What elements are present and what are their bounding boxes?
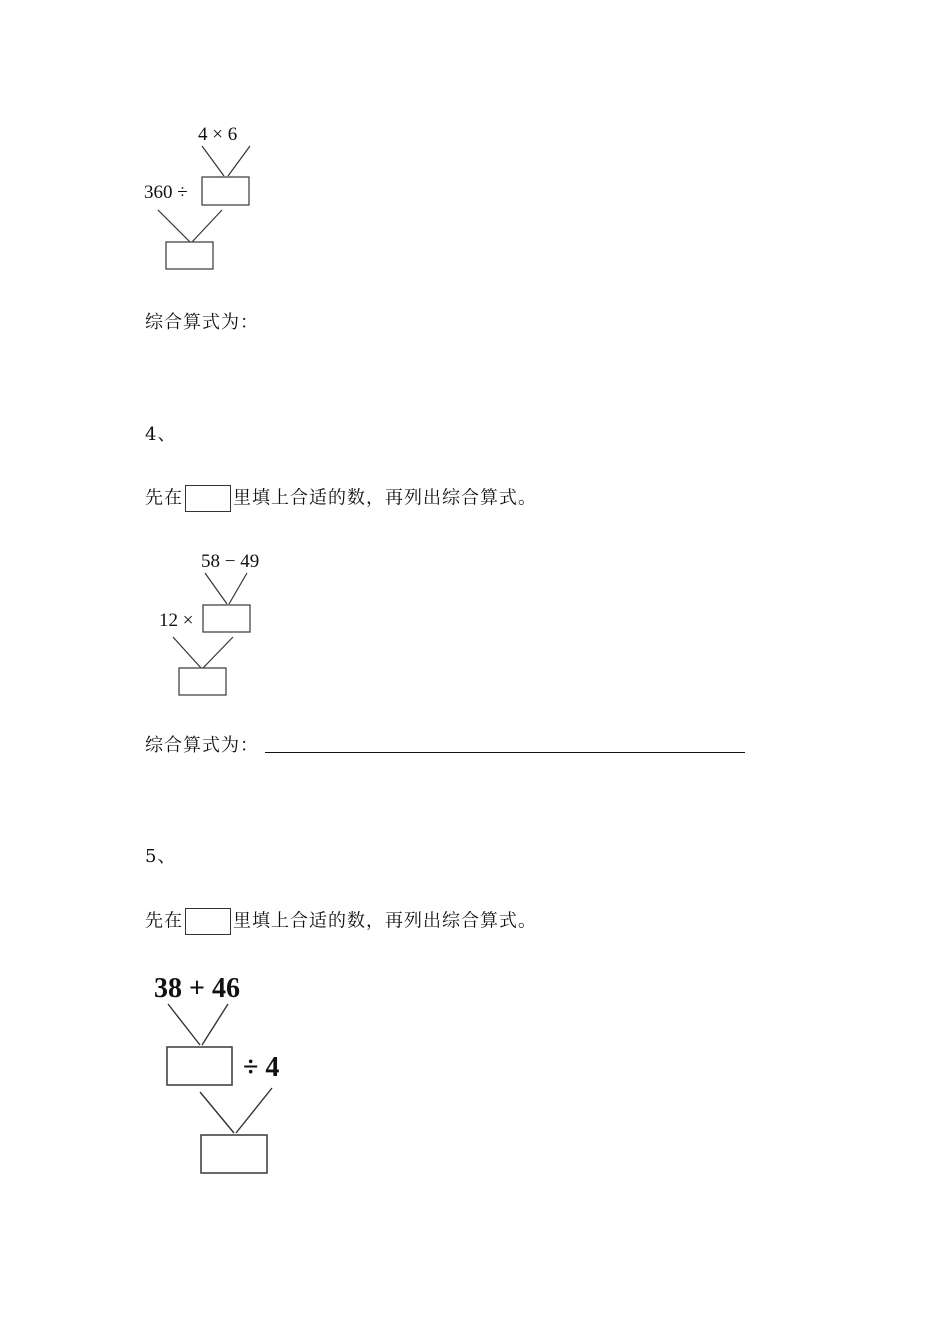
- q5-answer-box-1[interactable]: [167, 1047, 232, 1085]
- q3-answer-label: 综合算式为：: [145, 312, 259, 333]
- q5-diagram: [150, 970, 295, 1180]
- q4-tree: [155, 545, 280, 700]
- q4-answer-box-1[interactable]: [203, 605, 250, 632]
- q5-line: [202, 1004, 228, 1045]
- q5-line: [168, 1004, 200, 1045]
- q4-instruction-post: 里填上合适的数，再列出综合算式。: [233, 487, 537, 509]
- q4-line: [205, 573, 227, 604]
- q4-instruction-pre: 先在: [145, 487, 183, 509]
- q3-tree: [140, 118, 270, 278]
- q3-line: [202, 146, 224, 176]
- q4-answer-label: 综合算式为：: [145, 735, 259, 756]
- q3-answer-box-2[interactable]: [166, 242, 213, 269]
- q4-line: [203, 637, 233, 668]
- q5-instruction-post: 里填上合适的数，再列出综合算式。: [233, 910, 537, 932]
- q4-answer-box-2[interactable]: [179, 668, 226, 695]
- q4-left-operand: 12 ×: [159, 610, 194, 631]
- q3-diagram: [140, 118, 270, 278]
- q5-instruction-pre: 先在: [145, 910, 183, 932]
- q5-right-operand: ÷ 4: [243, 1052, 280, 1083]
- q3-line: [228, 146, 250, 176]
- q4-answer-line[interactable]: [265, 730, 745, 753]
- q3-left-operand: 360 ÷: [144, 182, 188, 203]
- q3-top-expression: 4 × 6: [198, 124, 238, 145]
- blank-box-icon: [185, 485, 231, 512]
- q5-tree: [150, 970, 295, 1180]
- q5-top-expression: 38 + 46: [154, 973, 240, 1004]
- q5-line: [200, 1092, 234, 1133]
- blank-box-icon: [185, 908, 231, 935]
- q3-line: [192, 210, 222, 242]
- q5-answer-box-2[interactable]: [201, 1135, 267, 1173]
- q4-line: [229, 573, 247, 604]
- q3-line: [158, 210, 190, 242]
- q4-instruction: [145, 485, 537, 512]
- q5-instruction: [145, 908, 537, 935]
- q4-top-expression: 58 − 49: [201, 551, 260, 572]
- q3-answer-box-1[interactable]: [202, 177, 249, 205]
- q4-line: [173, 637, 201, 668]
- q4-diagram: [155, 545, 280, 700]
- q5-line: [236, 1088, 272, 1133]
- q4-number: 4、: [145, 424, 177, 445]
- q5-number: 5、: [145, 846, 177, 867]
